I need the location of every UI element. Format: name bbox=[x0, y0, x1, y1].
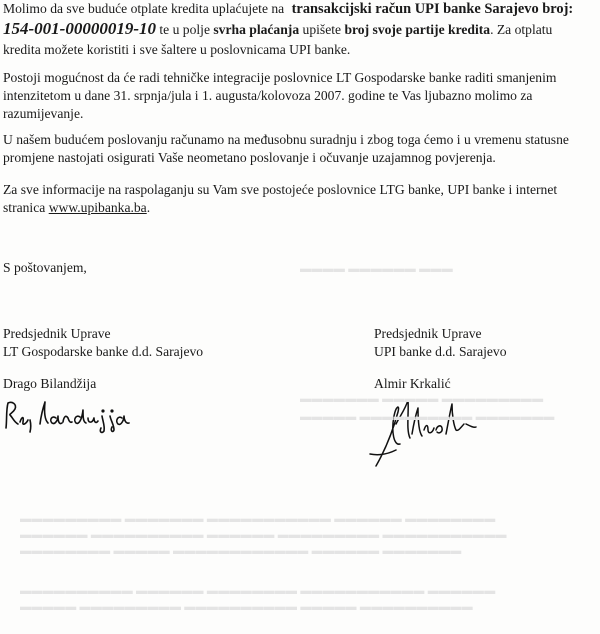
bleed-through-mark: ▬▬▬▬▬▬▬▬ ▬▬▬▬▬ ▬▬▬▬▬▬▬▬▬▬▬▬ ▬▬▬▬▬▬ ▬▬▬▬▬▬▬ bbox=[20, 545, 462, 557]
loan-number-label: broj svoje partije kredita bbox=[344, 22, 491, 37]
bleed-through-mark: ▬▬▬▬ ▬▬▬▬▬▬ ▬▬▬ bbox=[300, 263, 453, 275]
website-link[interactable]: www.upibanka.ba bbox=[48, 200, 147, 215]
information-line-1: Za sve informacije na raspolaganju su Vam sve postojeće poslovnice LTG banke, UPI banke i internet bbox=[3, 182, 558, 197]
payment-line-3: kredita možete koristiti i sve šaltere u poslovnicama UPI banke. bbox=[3, 42, 351, 57]
payment-text: upišete bbox=[302, 22, 342, 37]
payment-instructions-paragraph bbox=[3, 0, 600, 59]
right-signatory-org: UPI banke d.d. Sarajevo bbox=[374, 344, 507, 359]
right-signatory bbox=[374, 325, 507, 361]
integration-notice-paragraph bbox=[3, 69, 600, 123]
bleed-through-mark: ▬▬▬▬▬▬ ▬▬▬▬▬▬▬▬▬▬ ▬▬▬▬▬▬ ▬▬▬▬▬▬▬▬▬ ▬▬▬▬▬▬▬▬▬▬▬ bbox=[20, 529, 507, 541]
left-signatory bbox=[3, 325, 203, 361]
information-paragraph bbox=[3, 181, 600, 217]
integration-line-1: Postoji mogućnost da će radi tehničke integracije poslovnice LT Gospodarske banke raditi smanjenim bbox=[3, 70, 557, 85]
payment-purpose-label: svrha plaćanja bbox=[213, 22, 300, 37]
bleed-through-mark: ▬▬▬▬▬ ▬▬▬▬▬▬▬▬▬ ▬▬▬▬▬▬▬▬▬▬ ▬▬▬▬▬ ▬▬▬▬▬▬▬▬▬▬ bbox=[20, 601, 473, 613]
account-label: transakcijski račun UPI banke Sarajevo broj: bbox=[291, 1, 574, 17]
bleed-through-mark: ▬▬▬▬▬▬▬▬▬▬ ▬▬▬▬▬▬ ▬▬▬▬▬▬▬▬ ▬▬▬▬▬▬▬▬▬▬▬ ▬▬▬▬▬▬ bbox=[20, 585, 496, 597]
cooperation-paragraph bbox=[3, 131, 600, 167]
closing-greeting: S poštovanjem, bbox=[3, 260, 87, 275]
right-signatory-name: Almir Krkalić bbox=[374, 376, 451, 391]
right-handwritten-signature bbox=[366, 394, 496, 474]
bleed-through-mark: ▬▬▬▬▬▬▬ ▬▬▬▬▬ ▬▬▬▬▬▬▬▬▬ bbox=[300, 393, 544, 405]
payment-text: . Za otplatu bbox=[490, 22, 553, 37]
information-line-2 bbox=[3, 199, 600, 217]
left-signatory-name: Drago Bilandžija bbox=[3, 376, 97, 391]
cooperation-line-1: U našem budućem poslovanju računamo na međusobnu suradnju i zbog toga ćemo i u vremenu statusne bbox=[3, 132, 569, 147]
payment-line-1 bbox=[3, 0, 600, 18]
left-signatory-title: Predsjednik Uprave bbox=[3, 326, 111, 341]
cooperation-line-2: promjene nastojati osigurati Vaše neometano poslovanje i očuvanje uzajamnog povjerenja. bbox=[3, 150, 496, 165]
right-signatory-title: Predsjednik Uprave bbox=[374, 326, 482, 341]
bleed-through-mark: ▬▬▬▬▬ ▬▬▬▬▬▬▬▬▬▬ ▬▬▬▬▬▬▬ bbox=[300, 411, 555, 423]
integration-line-2: intenzitetom u dane 31. srpnja/jula i 1. augusta/kolovoza 2007. godine te Vas ljubazno molimo za bbox=[3, 88, 533, 103]
payment-text: Molimo da sve buduće otplate kredita uplaćujete na bbox=[3, 1, 285, 16]
payment-line-2 bbox=[3, 18, 600, 41]
integration-line-3: razumijevanje. bbox=[3, 106, 84, 121]
account-number: 154-001-00000019-10 bbox=[3, 19, 156, 38]
payment-text: te u polje bbox=[159, 22, 210, 37]
information-text: stranica bbox=[3, 200, 46, 215]
left-signatory-org: LT Gospodarske banke d.d. Sarajevo bbox=[3, 344, 204, 359]
bleed-through-mark: ▬▬▬▬▬▬▬▬▬ ▬▬▬▬▬▬▬ ▬▬▬▬▬▬▬▬▬▬▬ ▬▬▬▬▬▬ ▬▬▬▬▬▬▬▬ bbox=[20, 513, 496, 525]
information-text: . bbox=[146, 200, 151, 215]
left-handwritten-signature bbox=[0, 398, 160, 434]
